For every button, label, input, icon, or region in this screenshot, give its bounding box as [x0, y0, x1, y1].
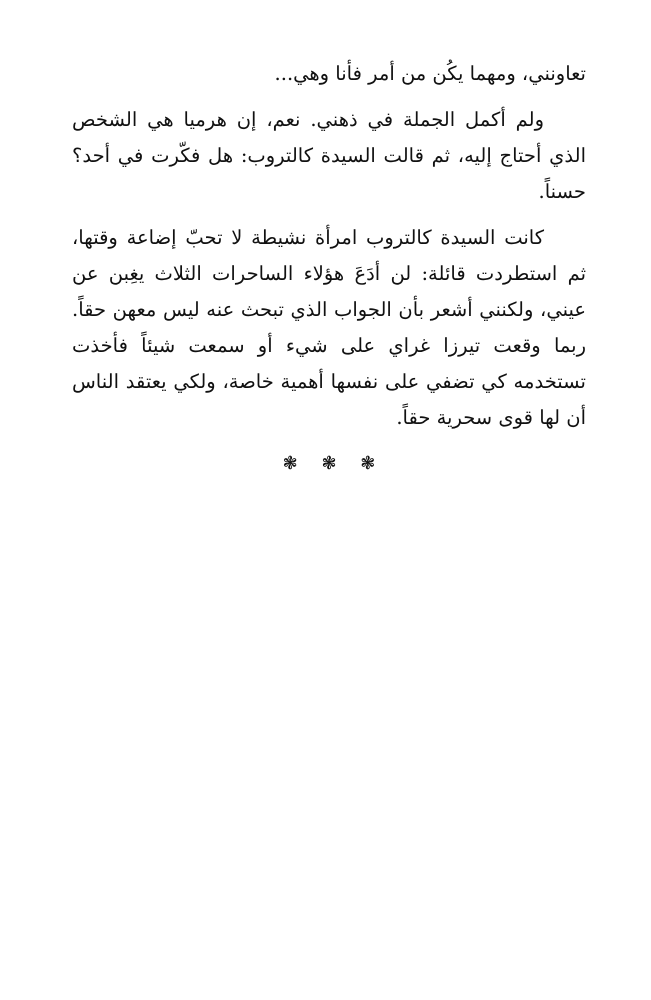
asterism-icon: ❃: [282, 453, 298, 474]
book-page: [72, 56, 586, 478]
section-separator: [72, 450, 586, 478]
paragraph-3: كانت السيدة كالتروب امرأة نشيطة لا تحبّ إضاعة وقتها، ثم استطردت قائلة: لن أدَعَ هؤلاء الساحرات الثلاث يغِبن عن عيني، ولكنني أشعر بأن الجواب الذي تبحث عنه ليس معهن حقاً. ربما وقعت تيرزا غراي على شيء أو سمعت شيئاً فأخذت تستخدمه كي تضفي على نفسها أهمية خاصة، ولكي يعتقد الناس أن لها قوى سحرية حقاً.: [72, 226, 586, 429]
paragraph-2: ولم أكمل الجملة في ذهني. نعم، إن هرميا هي الشخص الذي أحتاج إليه، ثم قالت السيدة كالتروب: هل فكّرت في أحد؟ حسناً.: [72, 108, 586, 203]
asterism-icon: ❃: [360, 453, 376, 474]
asterism-icon: ❃: [321, 453, 337, 474]
paragraph-1: تعاونني، ومهما يكُن من أمر فأنا وهي...: [274, 62, 586, 85]
